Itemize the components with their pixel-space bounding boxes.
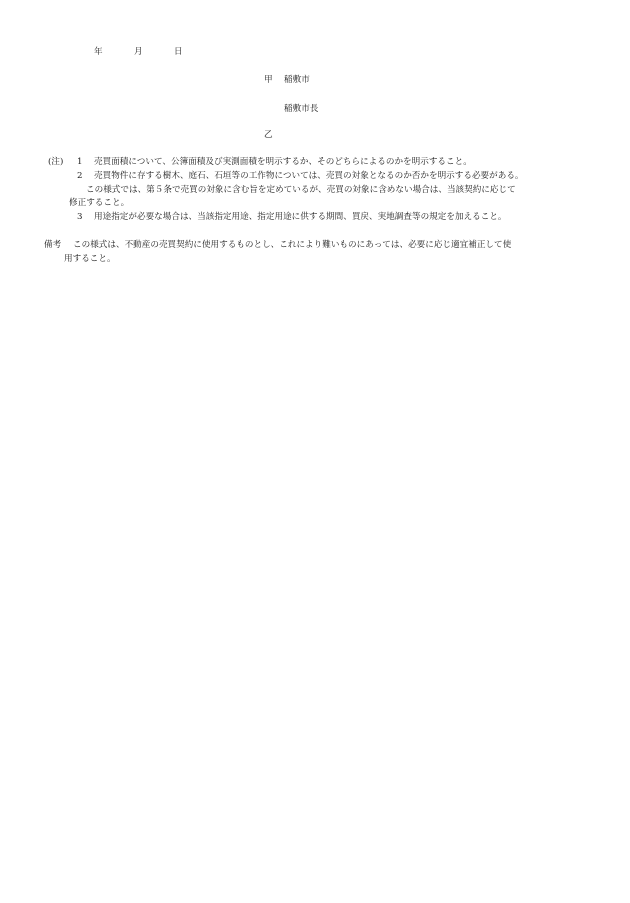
- party-a-city: 稲敷市: [284, 75, 310, 85]
- party-a-label: 甲: [264, 75, 273, 85]
- party-a-mayor: 稲敷市長: [284, 104, 319, 114]
- remarks-heading: 備考: [44, 240, 62, 250]
- note-number: 2: [77, 171, 83, 181]
- date-day-label: 日: [174, 47, 183, 57]
- party-b-label: 乙: [264, 130, 273, 140]
- date-month-label: 月: [134, 47, 143, 57]
- date-year-label: 年: [94, 47, 103, 57]
- note-number: 3: [77, 212, 83, 222]
- remarks-text: この様式は、不動産の売買契約に使用するものとし、これにより難いものにあっては、必要に応じ適宜補正して使: [73, 240, 512, 250]
- note-text: 用途指定が必要な場合は、当該指定用途、指定用途に供する期間、買戻、実地調査等の規定を加えること。: [94, 212, 507, 222]
- notes-heading: (注): [48, 157, 64, 167]
- note-text: 売買物件に存する樹木、庭石、石垣等の工作物については、売買の対象となるのか否かを明示する必要がある。: [94, 171, 524, 181]
- note-text: 売買面積について、公簿面積及び実測面積を明示するか、そのどちらによるのかを明示すること。: [94, 157, 472, 167]
- note-number: 1: [77, 157, 83, 167]
- note-continuation: 修正すること。: [69, 198, 130, 208]
- note-continuation: この様式では、第５条で売買の対象に含む旨を定めているが、売買の対象に含めない場合は、当該契約に応じて: [86, 185, 516, 195]
- remarks-text-continuation: 用すること。: [64, 254, 116, 264]
